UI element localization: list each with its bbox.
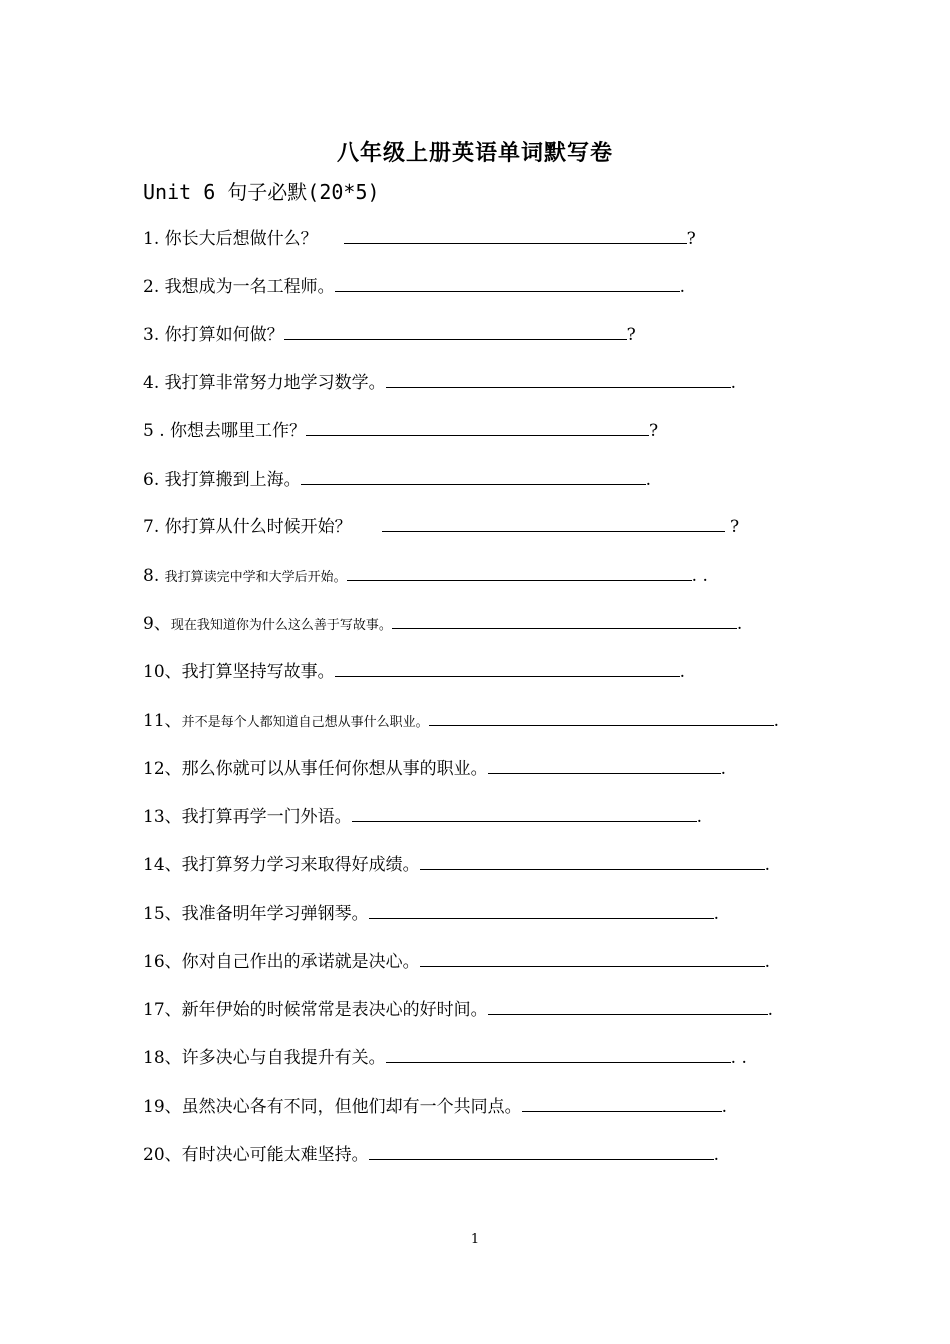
question-end: . <box>721 1097 728 1117</box>
question-11 <box>143 709 779 735</box>
question-1 <box>143 227 696 251</box>
question-number: 20、 <box>143 1145 182 1165</box>
question-number: 13、 <box>143 807 182 827</box>
question-text: 你长大后想做什么？ <box>164 229 318 249</box>
question-17 <box>143 998 773 1022</box>
question-end: . <box>764 952 771 972</box>
question-end: . <box>730 373 737 393</box>
question-text: 新年伊始的时候常常是表决心的好时间。 <box>181 1000 488 1020</box>
question-text: 我打算努力学习来取得好成绩。 <box>181 855 420 875</box>
question-18 <box>143 1046 747 1070</box>
question-text: 你打算从什么时候开始？ <box>164 517 352 537</box>
question-number: 14、 <box>143 855 182 875</box>
page-title: 八年级上册英语单词默写卷 <box>336 140 613 166</box>
question-end: . <box>773 711 780 731</box>
question-end: . <box>696 807 703 827</box>
answer-blank[interactable] <box>420 855 765 870</box>
question-end: . . <box>691 566 708 586</box>
question-number: 18、 <box>143 1048 182 1068</box>
question-12 <box>143 757 726 781</box>
question-end: ? <box>649 421 659 441</box>
question-end: . <box>767 1000 774 1020</box>
answer-blank[interactable] <box>335 277 680 292</box>
question-end: ? <box>686 229 696 249</box>
question-number: 11、 <box>143 711 182 731</box>
question-number: 1. <box>143 229 165 249</box>
question-end: . <box>713 904 720 924</box>
question-text: 我打算读完中学和大学后开始。 <box>164 570 347 585</box>
question-number: 15、 <box>143 904 182 924</box>
answer-blank[interactable] <box>352 807 697 822</box>
question-8 <box>143 564 708 590</box>
question-number: 16、 <box>143 952 182 972</box>
answer-blank[interactable] <box>386 373 731 388</box>
answer-blank[interactable] <box>369 904 714 919</box>
question-number: 17、 <box>143 1000 182 1020</box>
question-3 <box>143 323 636 347</box>
question-end: . <box>679 277 686 297</box>
answer-blank[interactable] <box>369 1145 714 1160</box>
question-6 <box>143 468 651 492</box>
question-end: . <box>679 662 686 682</box>
answer-blank[interactable] <box>386 1048 731 1063</box>
question-number: 10、 <box>143 662 182 682</box>
question-text: 你想去哪里工作？ <box>170 421 307 441</box>
question-number: 8. <box>143 566 165 586</box>
answer-blank[interactable] <box>306 421 649 436</box>
question-text: 我打算再学一门外语。 <box>181 807 352 827</box>
question-9 <box>143 612 742 638</box>
question-number: 5 . <box>143 421 171 441</box>
question-number: 7. <box>143 517 165 537</box>
answer-blank[interactable] <box>429 711 774 726</box>
question-text: 虽然决心各有不同，但他们却有一个共同点。 <box>181 1097 522 1117</box>
question-7 <box>143 515 739 539</box>
answer-blank[interactable] <box>488 759 721 774</box>
question-2 <box>143 275 685 299</box>
question-text: 那么你就可以从事任何你想从事的职业。 <box>181 759 488 779</box>
answer-blank[interactable] <box>382 517 725 532</box>
question-end: . <box>764 855 771 875</box>
answer-blank[interactable] <box>347 566 692 581</box>
question-text: 有时决心可能太难坚持。 <box>181 1145 369 1165</box>
question-end: . <box>736 614 743 634</box>
question-number: 12、 <box>143 759 182 779</box>
question-13 <box>143 805 702 829</box>
question-text: 我打算非常努力地学习数学。 <box>164 373 386 393</box>
question-number: 3. <box>143 325 165 345</box>
question-15 <box>143 902 719 926</box>
question-10 <box>143 660 685 684</box>
answer-blank[interactable] <box>522 1097 722 1112</box>
question-5 <box>143 419 658 443</box>
question-text: 我打算搬到上海。 <box>164 470 301 490</box>
answer-blank[interactable] <box>335 662 680 677</box>
question-text: 你打算如何做？ <box>164 325 284 345</box>
unit-heading: Unit 6 句子必默(20*5) <box>143 180 380 204</box>
question-number: 9、 <box>143 614 171 634</box>
question-4 <box>143 371 736 395</box>
question-number: 6. <box>143 470 165 490</box>
question-14 <box>143 853 770 877</box>
question-end: . <box>720 759 727 779</box>
answer-blank[interactable] <box>392 614 737 629</box>
answer-blank[interactable] <box>488 1000 768 1015</box>
question-number: 19、 <box>143 1097 182 1117</box>
question-number: 4. <box>143 373 165 393</box>
question-text: 许多决心与自我提升有关。 <box>181 1048 386 1068</box>
question-text: 我想成为一名工程师。 <box>164 277 335 297</box>
question-end: ? <box>626 325 636 345</box>
answer-blank[interactable] <box>420 952 765 967</box>
question-text: 我打算坚持写故事。 <box>181 662 335 682</box>
question-text: 我准备明年学习弹钢琴。 <box>181 904 369 924</box>
question-16 <box>143 950 770 974</box>
page-number: 1 <box>470 1232 480 1247</box>
answer-blank[interactable] <box>344 229 687 244</box>
question-text: 你对自己作出的承诺就是决心。 <box>181 952 420 972</box>
question-end: . . <box>730 1048 747 1068</box>
question-text: 现在我知道你为什么这么善于写故事。 <box>170 618 392 633</box>
question-end: . <box>713 1145 720 1165</box>
answer-blank[interactable] <box>301 470 646 485</box>
question-end: ? <box>724 517 740 537</box>
question-20 <box>143 1143 719 1167</box>
question-text: 并不是每个人都知道自己想从事什么职业。 <box>181 715 429 730</box>
answer-blank[interactable] <box>284 325 627 340</box>
question-19 <box>143 1095 727 1119</box>
question-end: . <box>645 470 652 490</box>
question-number: 2. <box>143 277 165 297</box>
